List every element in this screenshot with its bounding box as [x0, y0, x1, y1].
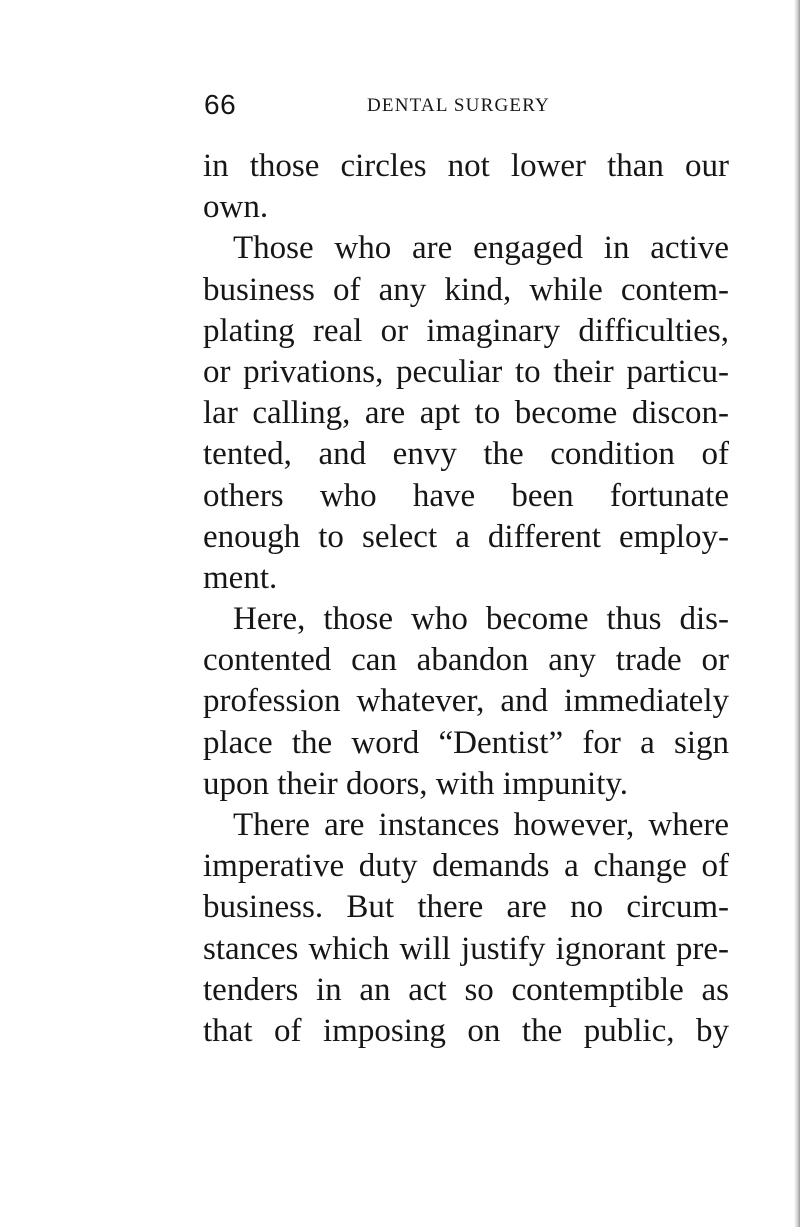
running-title: DENTAL SURGERY — [367, 95, 550, 116]
text-line: upon their doors, with impunity. — [203, 765, 629, 802]
text-line: business. But there are no circum- — [203, 889, 729, 926]
text-line: tented, and envy the condition of — [203, 436, 729, 473]
text-line: contented can abandon any trade or — [203, 642, 729, 679]
text-line: place the word “Dentist” for a sign — [203, 724, 729, 761]
text-line: own. — [203, 189, 269, 226]
text-line: profession whatever, and immediately — [203, 683, 729, 720]
text-line: imperative duty demands a change of — [203, 848, 729, 885]
text-line: stances which will justify ignorant pre- — [203, 930, 729, 967]
text-line: business of any kind, while contem- — [203, 271, 729, 308]
paragraph-first-line: Here, those who become thus dis- — [233, 601, 729, 638]
text-line: others who have been fortunate — [203, 477, 729, 514]
text-line: or privations, peculiar to their particu- — [203, 353, 729, 390]
text-line: enough to select a different employ- — [203, 518, 729, 555]
paragraph-first-line: Those who are engaged in active — [233, 230, 729, 267]
text-line: plating real or imaginary difficulties, — [203, 312, 729, 349]
text-line: ment. — [203, 559, 278, 596]
paragraph-first-line: There are instances however, where — [233, 807, 729, 843]
running-head — [204, 88, 727, 122]
text-line: in those circles not lower than our — [203, 148, 729, 184]
page-edge — [794, 0, 800, 1227]
text-line: tenders in an act so contemptible as — [203, 971, 729, 1008]
page-number: 66 — [204, 89, 237, 120]
body-text — [203, 146, 729, 1052]
text-line: that of imposing on the public, by — [203, 1012, 729, 1049]
text-line: lar calling, are apt to become discon- — [203, 395, 729, 432]
